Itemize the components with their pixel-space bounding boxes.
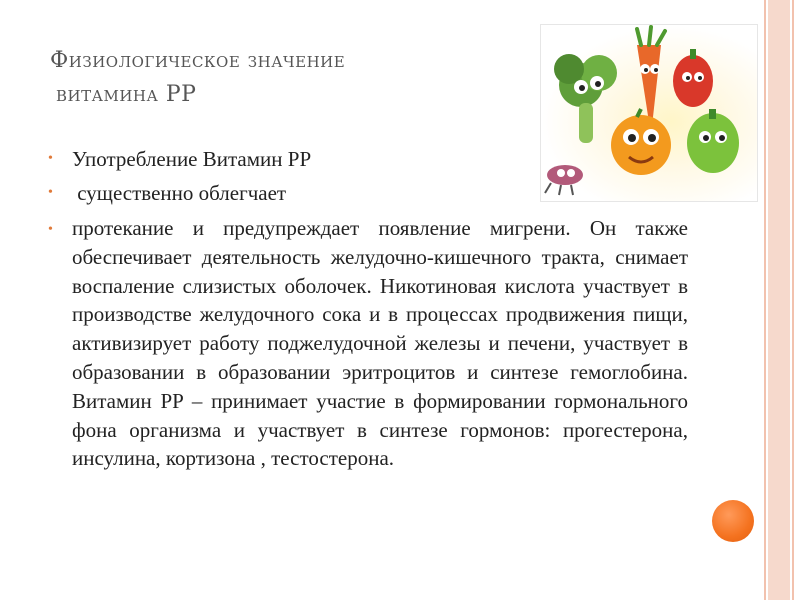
bullet-item <box>48 146 688 172</box>
bullet-dot-icon: • <box>48 222 53 237</box>
title-line-1: Физиологическое значение <box>50 48 346 73</box>
bullet-text: Употребление Витамин PP <box>72 147 312 171</box>
title-line-2: витамина PP <box>56 82 197 107</box>
bullet-list <box>48 146 688 473</box>
red-pepper-character <box>673 49 713 107</box>
decorative-border-line <box>792 0 794 600</box>
decorative-border-line <box>764 0 766 600</box>
bullet-item <box>48 180 688 206</box>
bullet-dot-icon: • <box>48 185 53 200</box>
slide-title <box>50 44 510 112</box>
green-pepper-character <box>687 109 739 173</box>
decorative-orange-circle <box>712 500 754 542</box>
bullet-text: существенно облегчает <box>72 181 287 205</box>
bullet-item <box>48 214 688 473</box>
broccoli-character <box>554 54 617 143</box>
bullet-text: протекание и предупреждает появление мигрени. Он также обеспечивает деятельность желудочно-кишечного тракта, снимает воспаление слизистых оболочек. Никотиновая кислота участвует в производстве желудочного сока и в процессах продвижения пищи, активизирует работу поджелудочной железы и печени, участвует в образовании в образовании эритроцитов и синтезе гемоглобина. Витамин PP – принимает участие в формировании гормонального фона организма и участвует в синтезе гормонов: прогестерона, инсулина, кортизона , тестостерона. <box>72 216 688 471</box>
decorative-border-band <box>760 0 800 600</box>
bullet-dot-icon: • <box>48 151 53 166</box>
